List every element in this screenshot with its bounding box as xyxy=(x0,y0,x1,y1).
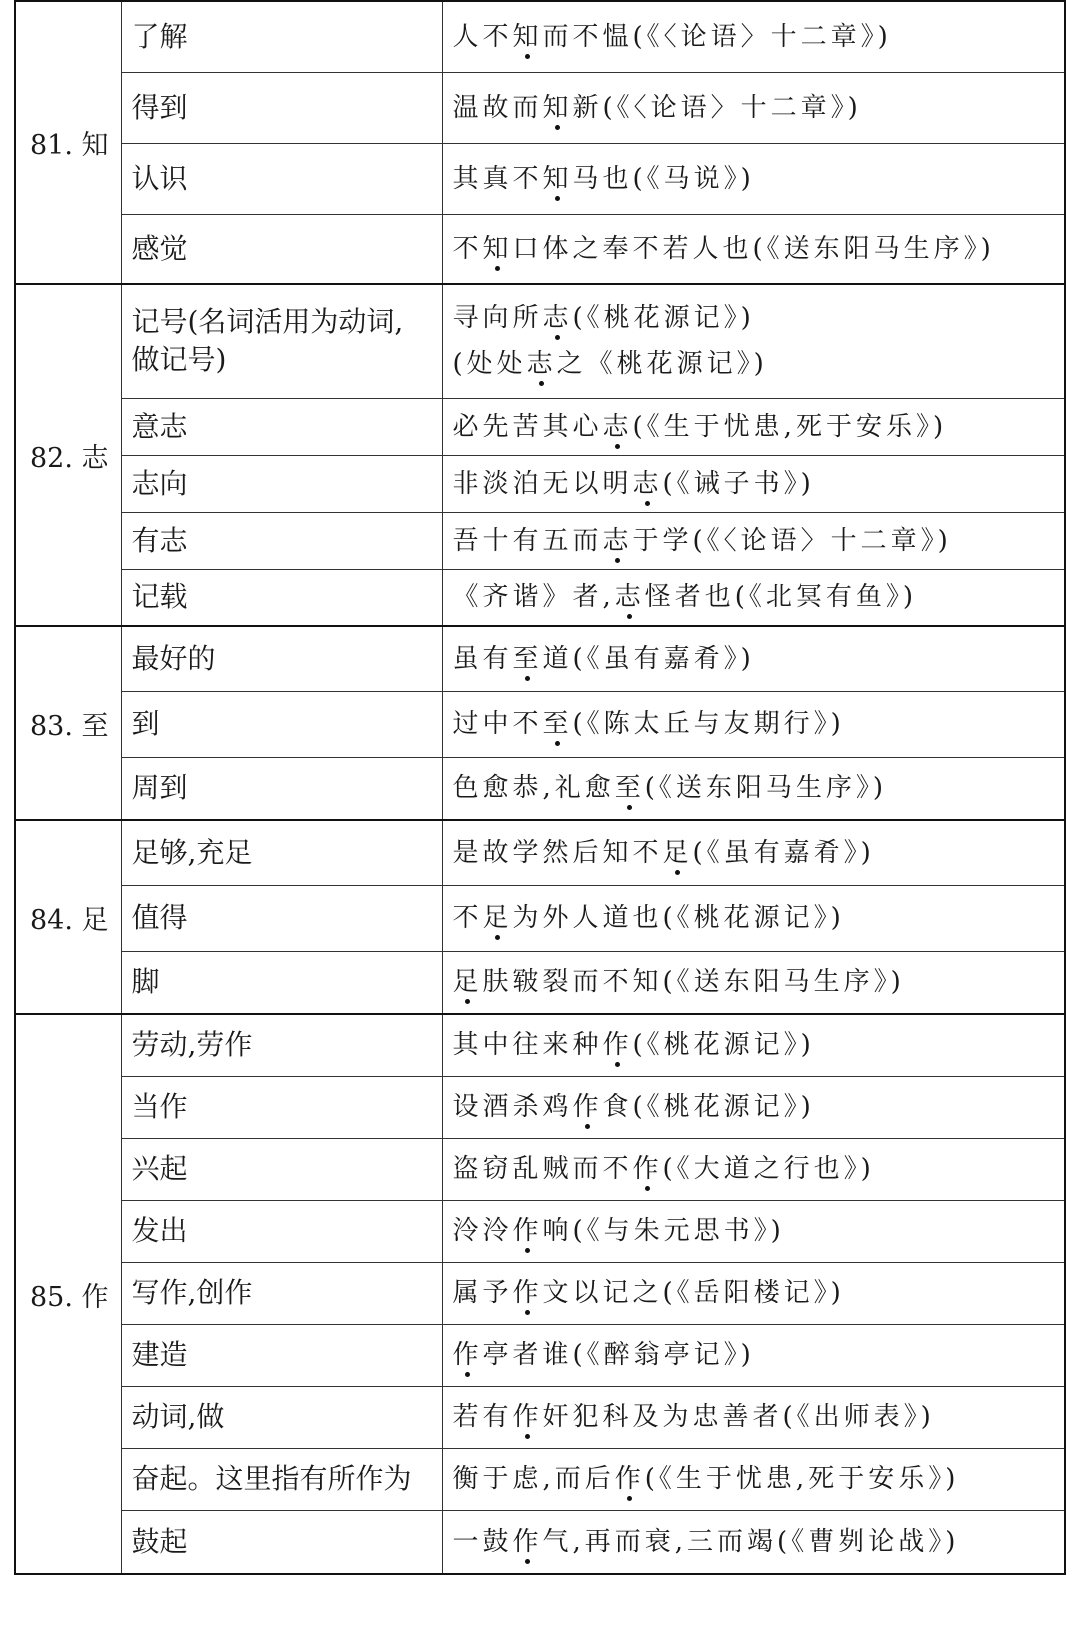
example-cell: 必先苦其心志(《生于忧患,死于安乐》) xyxy=(442,398,1065,455)
meaning-cell: 记号(名词活用为动词, 做记号) xyxy=(121,284,442,398)
meaning-cell: 发出 xyxy=(121,1200,442,1262)
meaning-cell: 劳动,劳作 xyxy=(121,1014,442,1076)
example-cell: 过中不至(《陈太丘与友期行》) xyxy=(442,691,1065,757)
meaning-cell: 值得 xyxy=(121,885,442,951)
meaning-cell: 得到 xyxy=(121,72,442,143)
meaning-cell: 鼓起 xyxy=(121,1510,442,1574)
example-cell: 衡于虑,而后作(《生于忧患,死于安乐》) xyxy=(442,1448,1065,1510)
example-cell: 一鼓作气,再而衰,三而竭(《曹刿论战》) xyxy=(442,1510,1065,1574)
entry-head-83: 83. 至 xyxy=(15,626,121,820)
example-cell: 作亭者谁(《醉翁亭记》) xyxy=(442,1324,1065,1386)
example-cell: 人不知而不愠(《〈论语〉十二章》) xyxy=(442,1,1065,72)
example-cell: 设酒杀鸡作食(《桃花源记》) xyxy=(442,1076,1065,1138)
example-cell: 泠泠作响(《与朱元思书》) xyxy=(442,1200,1065,1262)
example-cell: 若有作奸犯科及为忠善者(《出师表》) xyxy=(442,1386,1065,1448)
vocabulary-table xyxy=(14,0,1066,1575)
example-cell: 《齐谐》者,志怪者也(《北冥有鱼》) xyxy=(442,569,1065,626)
meaning-cell: 奋起。这里指有所作为 xyxy=(121,1448,442,1510)
meaning-cell: 记载 xyxy=(121,569,442,626)
example-cell: 其真不知马也(《马说》) xyxy=(442,143,1065,214)
meaning-cell: 感觉 xyxy=(121,214,442,284)
example-cell: 吾十有五而志于学(《〈论语〉十二章》) xyxy=(442,512,1065,569)
example-cell: 盗窃乱贼而不作(《大道之行也》) xyxy=(442,1138,1065,1200)
meaning-cell: 兴起 xyxy=(121,1138,442,1200)
example-cell: 不知口体之奉不若人也(《送东阳马生序》) xyxy=(442,214,1065,284)
example-cell: 温故而知新(《〈论语〉十二章》) xyxy=(442,72,1065,143)
example-cell: 足肤皲裂而不知(《送东阳马生序》) xyxy=(442,951,1065,1014)
meaning-cell: 建造 xyxy=(121,1324,442,1386)
meaning-cell: 认识 xyxy=(121,143,442,214)
meaning-cell: 到 xyxy=(121,691,442,757)
entry-head-84: 84. 足 xyxy=(15,820,121,1014)
example-cell: 非淡泊无以明志(《诫子书》) xyxy=(442,455,1065,512)
entry-head-85: 85. 作 xyxy=(15,1014,121,1574)
meaning-cell: 动词,做 xyxy=(121,1386,442,1448)
meaning-cell: 有志 xyxy=(121,512,442,569)
example-cell: 是故学然后知不足(《虽有嘉肴》) xyxy=(442,820,1065,885)
example-cell: 其中往来种作(《桃花源记》) xyxy=(442,1014,1065,1076)
meaning-cell: 写作,创作 xyxy=(121,1262,442,1324)
meaning-cell: 脚 xyxy=(121,951,442,1014)
meaning-cell: 了解 xyxy=(121,1,442,72)
example-cell: 色愈恭,礼愈至(《送东阳马生序》) xyxy=(442,757,1065,820)
meaning-cell: 当作 xyxy=(121,1076,442,1138)
example-cell: 属予作文以记之(《岳阳楼记》) xyxy=(442,1262,1065,1324)
meaning-cell: 足够,充足 xyxy=(121,820,442,885)
entry-head-81: 81. 知 xyxy=(15,1,121,284)
meaning-cell: 意志 xyxy=(121,398,442,455)
meaning-cell: 周到 xyxy=(121,757,442,820)
entry-head-82: 82. 志 xyxy=(15,284,121,626)
meaning-cell: 最好的 xyxy=(121,626,442,691)
meaning-cell: 志向 xyxy=(121,455,442,512)
example-cell: 虽有至道(《虽有嘉肴》) xyxy=(442,626,1065,691)
example-cell: 寻向所志(《桃花源记》) (处处志之《桃花源记》) xyxy=(442,284,1065,398)
example-cell: 不足为外人道也(《桃花源记》) xyxy=(442,885,1065,951)
